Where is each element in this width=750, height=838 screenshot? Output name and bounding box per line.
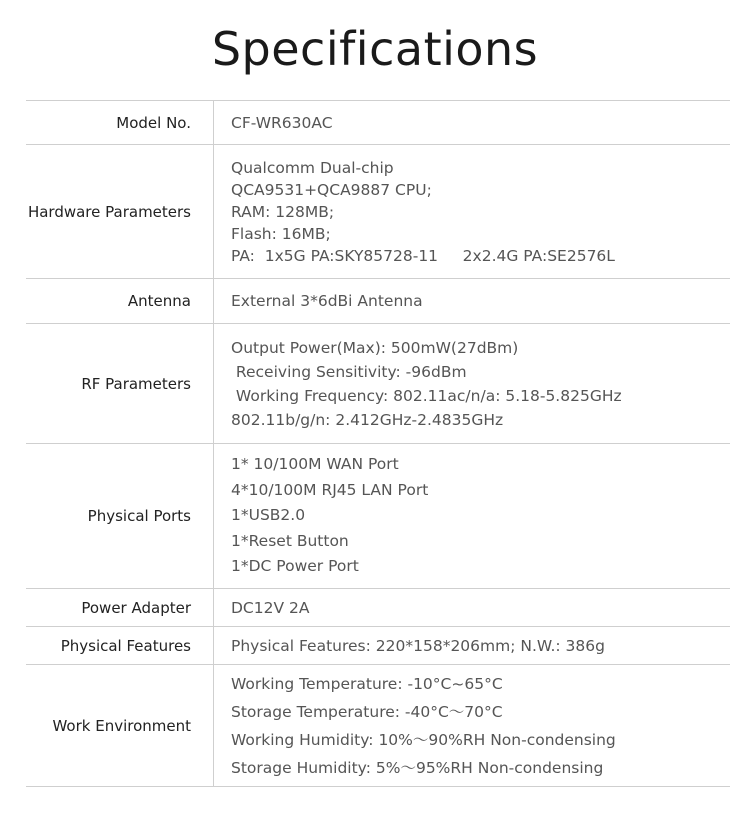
spec-label: Antenna bbox=[26, 279, 214, 323]
spec-value-line: 1*DC Power Port bbox=[231, 557, 359, 576]
spec-label: Model No. bbox=[26, 101, 214, 144]
spec-value bbox=[214, 444, 730, 588]
spec-value bbox=[214, 589, 730, 626]
spec-label: Hardware Parameters bbox=[26, 145, 214, 278]
spec-value bbox=[214, 145, 730, 278]
spec-value-line: Storage Temperature: -40°C～70°C bbox=[231, 702, 503, 721]
spec-row-features bbox=[26, 627, 730, 665]
spec-row-rf bbox=[26, 324, 730, 444]
spec-table bbox=[26, 100, 730, 787]
spec-label: Power Adapter bbox=[26, 589, 214, 626]
spec-value-line: 1*USB2.0 bbox=[231, 506, 306, 525]
page-title: Specifications bbox=[211, 22, 539, 76]
spec-value-line: QCA9531+QCA9887 CPU; bbox=[231, 180, 432, 199]
spec-value-line: 1*Reset Button bbox=[231, 531, 349, 550]
spec-value-line: Flash: 16MB; bbox=[231, 224, 331, 243]
spec-value-line: External 3*6dBi Antenna bbox=[231, 292, 423, 310]
spec-value bbox=[214, 101, 730, 144]
spec-value-line: CF-WR630AC bbox=[231, 113, 333, 132]
spec-value-line: 802.11b/g/n: 2.412GHz-2.4835GHz bbox=[231, 410, 504, 429]
spec-label: Physical Ports bbox=[26, 444, 214, 588]
spec-value-line: Physical Features: 220*158*206mm; N.W.: 386g bbox=[231, 636, 605, 655]
spec-value-line: Output Power(Max): 500mW(27dBm) bbox=[231, 338, 519, 357]
spec-value-line: DC12V 2A bbox=[231, 598, 310, 617]
spec-value-line: 1* 10/100M WAN Port bbox=[231, 455, 399, 474]
spec-row-environment bbox=[26, 665, 730, 787]
spec-row-ports bbox=[26, 444, 730, 589]
spec-label: RF Parameters bbox=[26, 324, 214, 443]
spec-row-model bbox=[26, 101, 730, 145]
spec-value bbox=[214, 324, 730, 443]
spec-value-line: 4*10/100M RJ45 LAN Port bbox=[231, 480, 429, 499]
spec-value bbox=[214, 279, 730, 323]
spec-row-hardware bbox=[26, 145, 730, 279]
spec-value-line: Working Frequency: 802.11ac/n/a: 5.18-5.825GHz bbox=[231, 386, 622, 405]
spec-value-line: PA: 1x5G PA:SKY85728-11 2x2.4G PA:SE2576L bbox=[231, 246, 615, 265]
spec-value-line: Receiving Sensitivity: -96dBm bbox=[231, 362, 467, 381]
spec-value bbox=[214, 665, 730, 786]
spec-value-line: RAM: 128MB; bbox=[231, 202, 335, 221]
spec-value-line: Working Temperature: -10°C~65°C bbox=[231, 674, 503, 693]
spec-row-antenna bbox=[26, 279, 730, 324]
spec-label: Physical Features bbox=[26, 627, 214, 664]
spec-value bbox=[214, 627, 730, 664]
spec-value-line: Working Humidity: 10%～90%RH Non-condensing bbox=[231, 730, 616, 749]
spec-value-line: Qualcomm Dual-chip bbox=[231, 158, 394, 177]
spec-row-power bbox=[26, 589, 730, 627]
spec-value-line: Storage Humidity: 5%～95%RH Non-condensing bbox=[231, 758, 604, 777]
spec-label: Work Environment bbox=[26, 665, 214, 786]
